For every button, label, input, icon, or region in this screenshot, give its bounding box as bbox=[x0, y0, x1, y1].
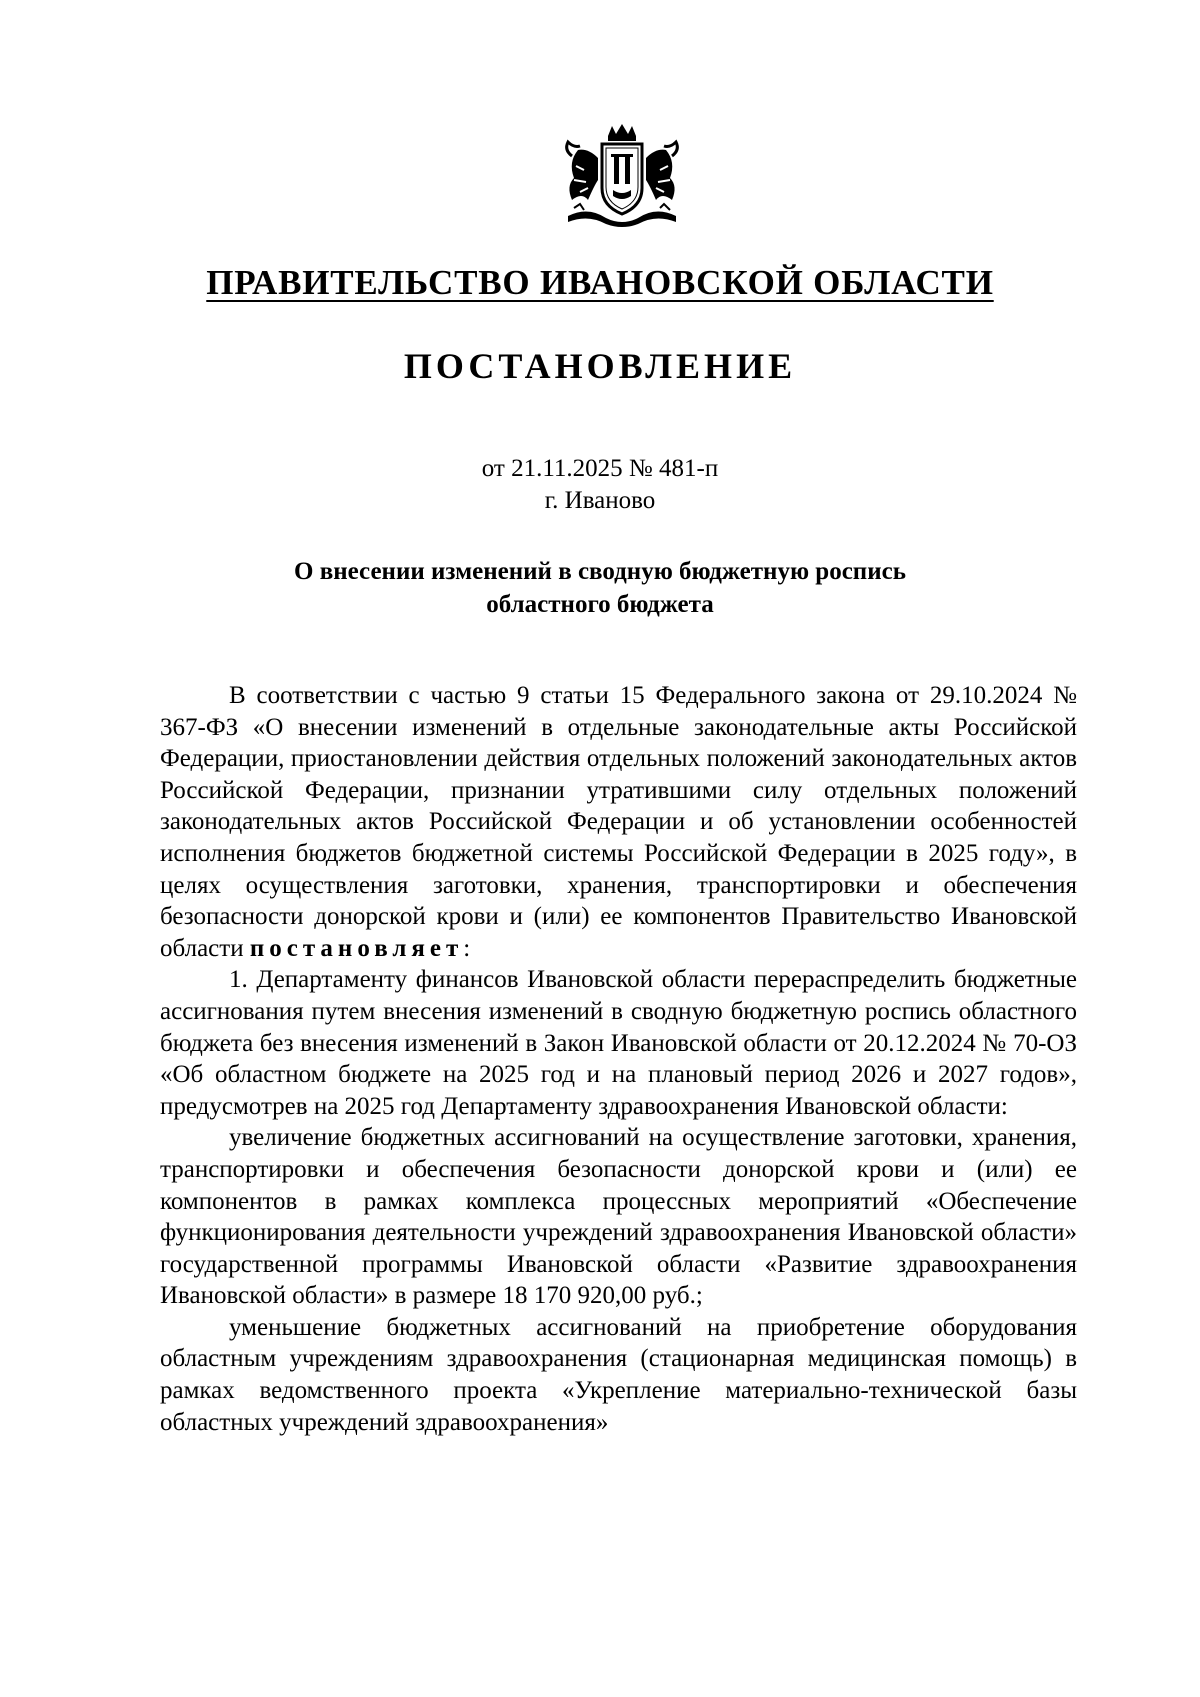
coat-of-arms-icon bbox=[558, 122, 686, 230]
government-title: ПРАВИТЕЛЬСТВО ИВАНОВСКОЙ ОБЛАСТИ bbox=[206, 263, 994, 302]
date-number: от 21.11.2025 № 481-п bbox=[481, 455, 719, 482]
document-type: ПОСТАНОВЛЕНИЕ bbox=[403, 346, 797, 386]
city: г. Иваново bbox=[544, 487, 656, 514]
preamble-text: В соответствии с частью 9 статьи 15 Федерального закона от 29.10.2024 № 367-ФЗ «О внесении изменений в отдельные законодательные акты Российской Федерации, приостановлении действия отдельных положений законодательных актов Российской Федерации, признании утратившими силу отдельных положений законодательных актов Российской Федерации и об установлении особенностей исполнения бюджетов бюджетной системы Российской Федерации в 2025 году», в целях осуществления заготовки, хранения, транспортировки и обеспечения безопасности донорской крови и (или) ее компонентов Правительство Ивановской области bbox=[160, 682, 1077, 962]
paragraph-decrease: уменьшение бюджетных ассигнований на приобретение оборудования областным учреждениям здравоохранения (стационарная медицинская помощь) в рамках ведомственного проекта «Укрепление материально-технической базы областных учреждений здравоохранения» bbox=[160, 1313, 1077, 1436]
decree-word: постановляет bbox=[249, 934, 464, 962]
paragraph-item-1: 1. Департаменту финансов Ивановской области перераспределить бюджетные ассигнования путем внесения изменений в сводную бюджетную роспись областного бюджета без внесения изменений в Закон Ивановской области от 20.12.2024 № 70-ОЗ «Об областном бюджете на 2025 год и на плановый период 2026 и 2027 годов», предусмотрев на 2025 год Департаменту здравоохранения Ивановской области: bbox=[160, 966, 1077, 1120]
subject-line-1: О внесении изменений в сводную бюджетную роспись bbox=[294, 558, 906, 585]
document-body bbox=[160, 680, 1077, 1438]
document-subject bbox=[0, 555, 1200, 621]
paragraph-increase: увеличение бюджетных ассигнований на осуществление заготовки, хранения, транспортировки и обеспечения безопасности донорской крови и (или) ее компонентов в рамках комплекса процессных мероприятий «Обеспечение функционирования деятельности учреждений здравоохранения Ивановской области» государственной программы Ивановской области «Развитие здравоохранения Ивановской области» в размере 18 170 920,00 руб.; bbox=[160, 1124, 1077, 1310]
preamble-colon: : bbox=[463, 934, 471, 962]
document-meta bbox=[0, 453, 1200, 517]
subject-line-2: областного бюджета bbox=[486, 591, 714, 618]
paragraph-preamble bbox=[160, 680, 1077, 964]
